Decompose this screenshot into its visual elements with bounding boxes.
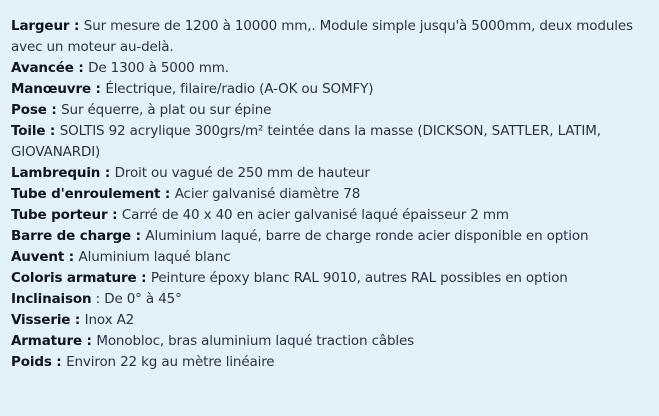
- spec-value: Électrique, filaire/radio (A-OK ou SOMFY): [105, 81, 374, 97]
- spec-item-coloris-armature: [11, 268, 649, 289]
- spec-separator: :: [69, 18, 84, 34]
- spec-separator: :: [64, 249, 79, 265]
- spec-value: Peinture époxy blanc RAL 9010, autres RAL possibles en option: [150, 270, 568, 286]
- spec-item-inclinaison: [11, 289, 649, 310]
- spec-separator: :: [81, 333, 97, 349]
- spec-label: Poids: [11, 354, 52, 370]
- spec-separator: :: [107, 207, 122, 223]
- spec-item-lambrequin: [11, 163, 649, 184]
- spec-value: Carré de 40 x 40 en acier galvanisé laqué épaisseur 2 mm: [121, 207, 509, 223]
- spec-value: Droit ou vagué de 250 mm de hauteur: [114, 165, 370, 181]
- spec-separator: :: [100, 165, 115, 181]
- spec-value: De 1300 à 5000 mm.: [88, 60, 229, 76]
- spec-item-largeur: [11, 16, 649, 58]
- spec-value: Environ 22 kg au mètre linéaire: [66, 354, 275, 370]
- spec-value: Sur mesure de 1200 à 10000 mm,. Module simple jusqu'à 5000mm, deux modules avec un moteur au-delà.: [11, 18, 633, 55]
- spec-separator: :: [131, 228, 146, 244]
- spec-label: Largeur: [11, 18, 70, 34]
- spec-item-toile: [11, 121, 649, 163]
- spec-separator: :: [46, 102, 62, 118]
- spec-label: Tube porteur: [11, 207, 108, 223]
- spec-value: Acier galvanisé diamètre 78: [174, 186, 361, 202]
- spec-item-tube-enroulement: [11, 184, 649, 205]
- spec-separator: :: [136, 270, 151, 286]
- spec-value: De 0° à 45°: [104, 291, 182, 307]
- spec-item-pose: [11, 100, 649, 121]
- spec-separator: :: [73, 60, 89, 76]
- spec-separator: :: [90, 81, 106, 97]
- spec-label: Lambrequin: [11, 165, 101, 181]
- spec-label: Manœuvre: [11, 81, 91, 97]
- spec-label: Tube d'enroulement: [11, 186, 161, 202]
- spec-value: Sur équerre, à plat ou sur épine: [61, 102, 272, 118]
- spec-item-armature: [11, 331, 649, 352]
- spec-label: Visserie: [11, 312, 71, 328]
- spec-item-avancee: [11, 58, 649, 79]
- spec-separator: :: [70, 312, 85, 328]
- spec-item-barre-de-charge: [11, 226, 649, 247]
- spec-value: Aluminium laqué blanc: [78, 249, 231, 265]
- spec-value: Aluminium laqué, barre de charge ronde acier disponible en option: [145, 228, 589, 244]
- spec-label: Pose: [11, 102, 47, 118]
- spec-separator: :: [51, 354, 67, 370]
- spec-item-poids: [11, 352, 649, 373]
- spec-item-tube-porteur: [11, 205, 649, 226]
- spec-label: Avancée: [11, 60, 74, 76]
- spec-value: Inox A2: [84, 312, 135, 328]
- spec-label: Armature: [11, 333, 82, 349]
- spec-item-auvent: [11, 247, 649, 268]
- spec-separator: :: [160, 186, 175, 202]
- spec-separator: :: [91, 291, 105, 307]
- spec-item-manoeuvre: [11, 79, 649, 100]
- spec-value: Monobloc, bras aluminium laqué traction câbles: [96, 333, 415, 349]
- spec-label: Toile: [11, 123, 46, 139]
- spec-label: Inclinaison: [11, 291, 92, 307]
- spec-item-visserie: [11, 310, 649, 331]
- spec-label: Coloris armature: [11, 270, 137, 286]
- spec-value: SOLTIS 92 acrylique 300grs/m² teintée dans la masse (DICKSON, SATTLER, LATIM, GIOVANARDI): [11, 123, 601, 160]
- spec-label: Auvent: [11, 249, 65, 265]
- spec-label: Barre de charge: [11, 228, 132, 244]
- spec-separator: :: [45, 123, 60, 139]
